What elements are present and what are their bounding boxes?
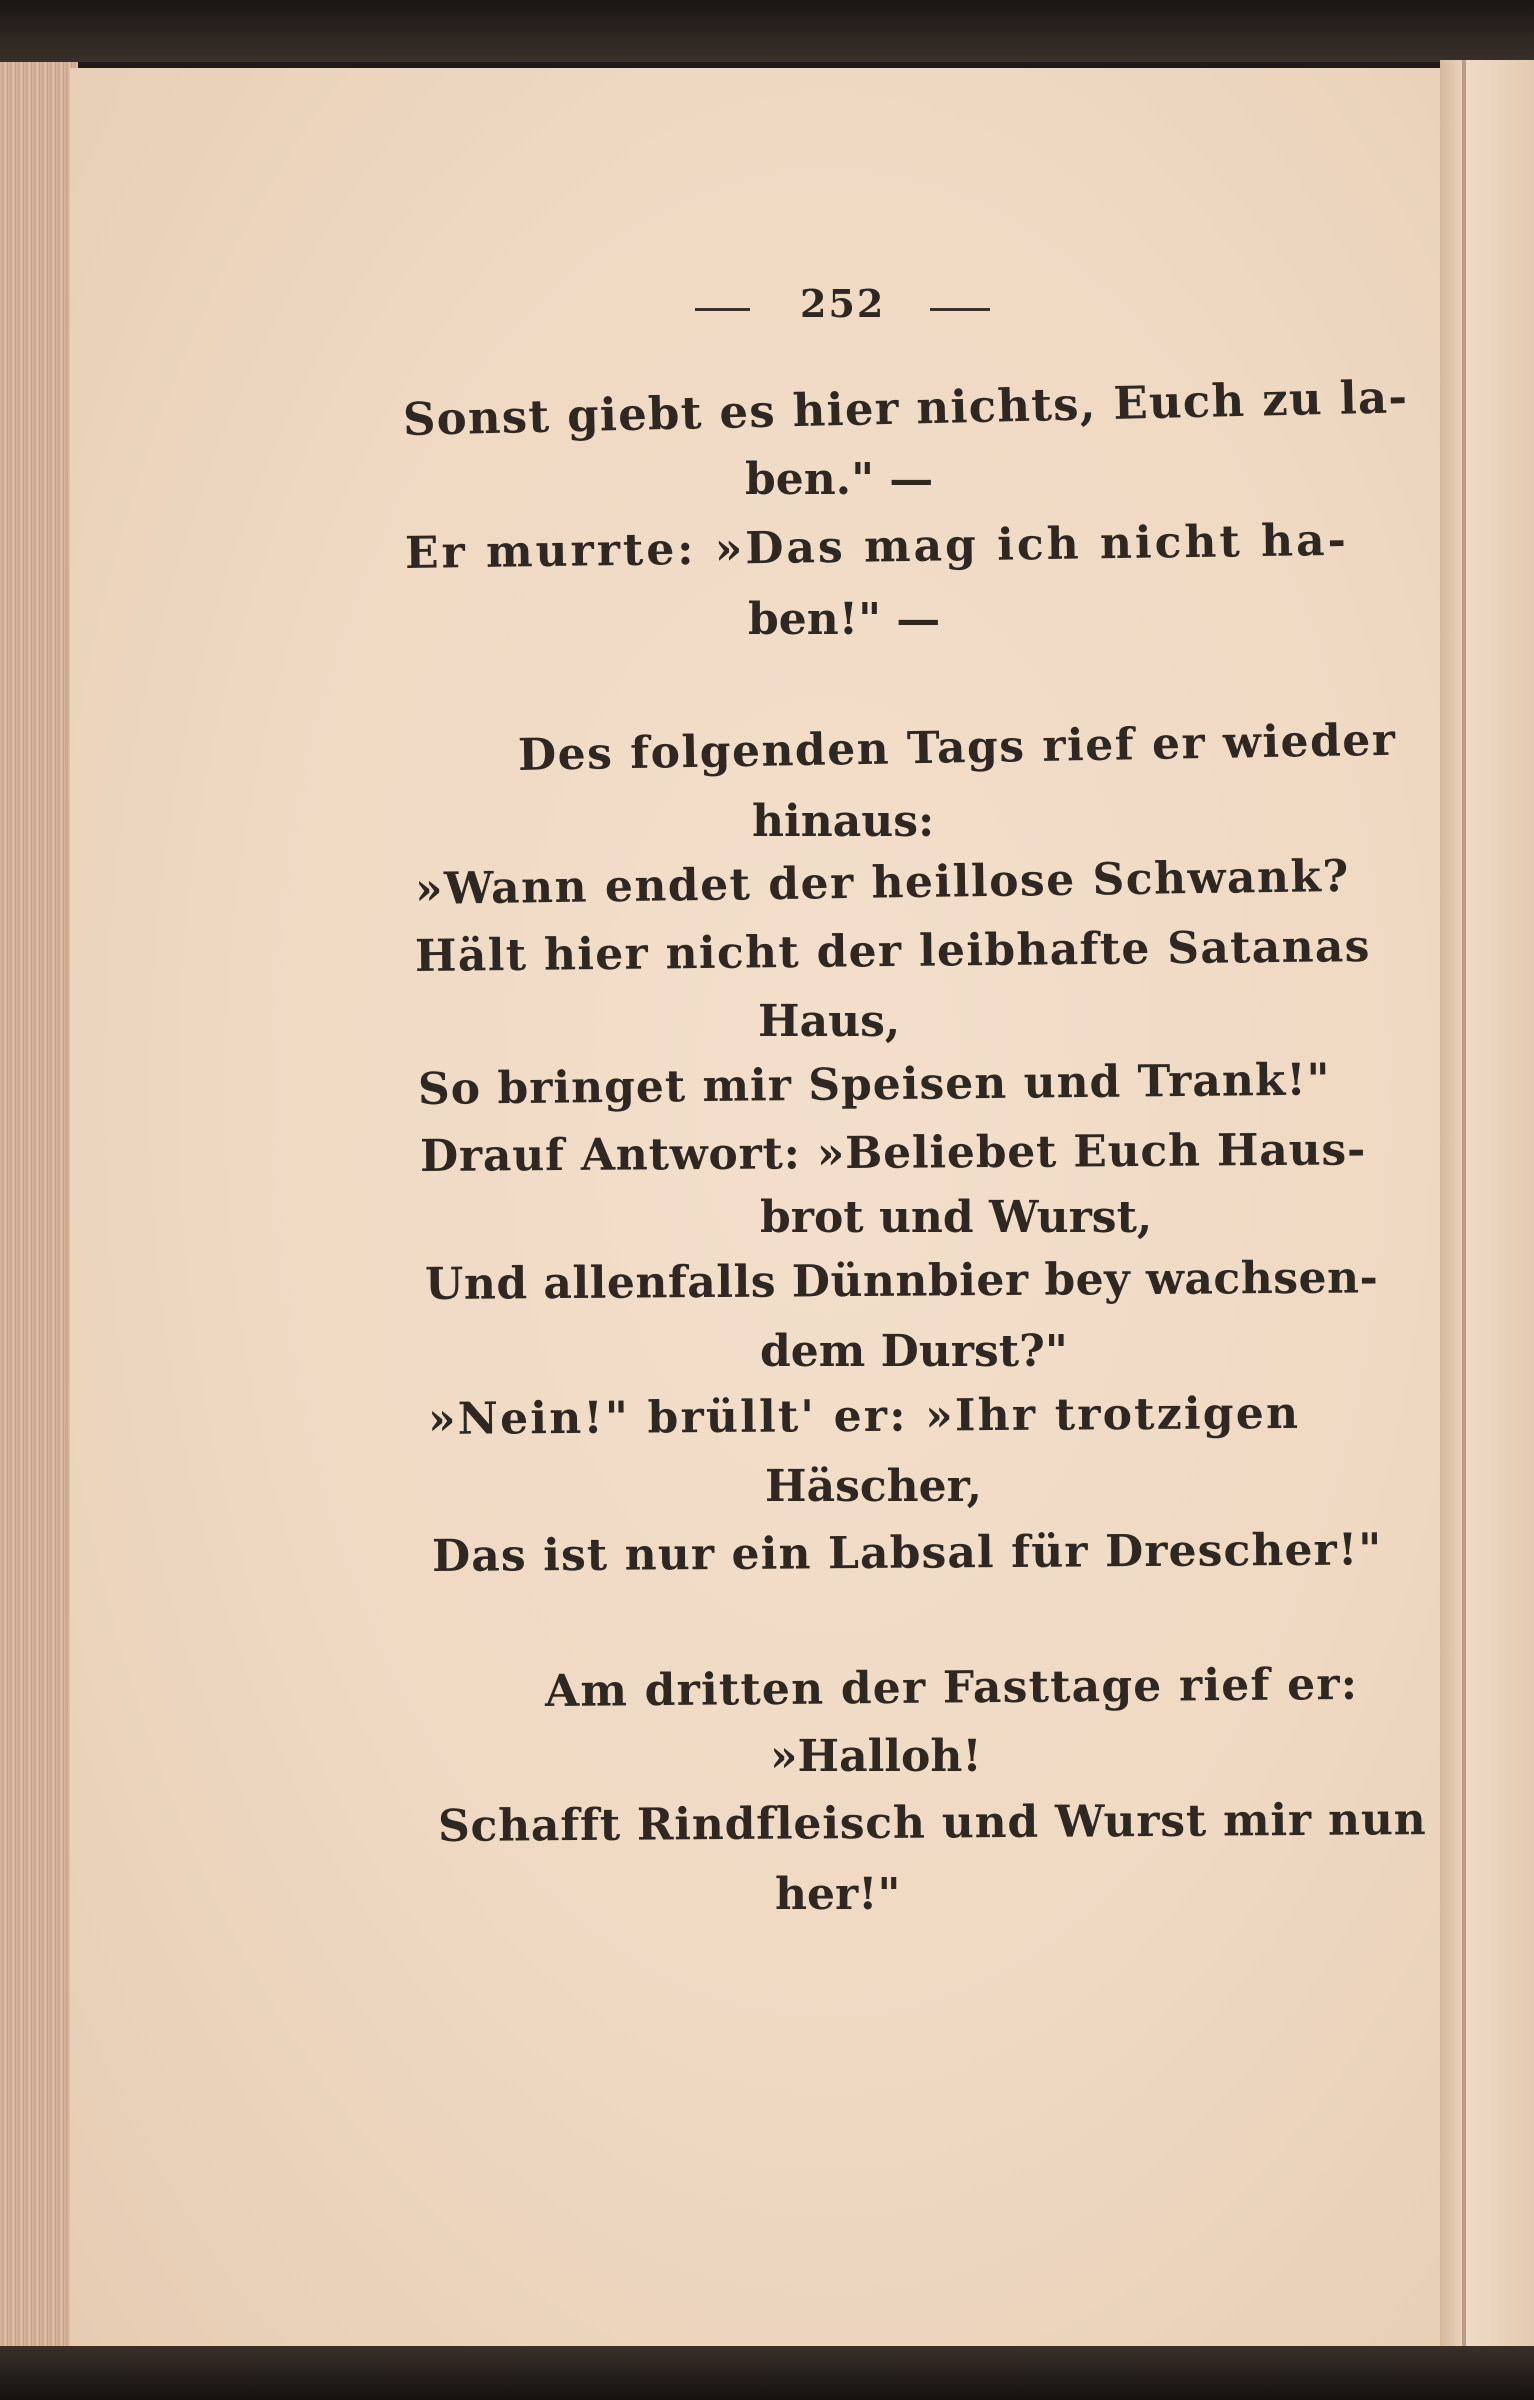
text-line-6: hinaus: xyxy=(752,796,935,847)
text-line-20: Schafft Rindfleisch und Wurst mir nun xyxy=(437,1794,1427,1852)
page-number-dash-right xyxy=(930,308,990,311)
text-line-16: Häscher, xyxy=(765,1461,982,1512)
text-line-13: Und allenfalls Dünnbier bey wachsen- xyxy=(424,1252,1379,1310)
text-line-19: »Halloh! xyxy=(770,1731,982,1782)
text-line-3: Er murrte: »Das mag ich nicht ha- xyxy=(404,514,1350,579)
text-line-12: brot und Wurst, xyxy=(760,1192,1153,1243)
top-binding-edge xyxy=(0,0,1534,62)
page-number: 252 xyxy=(800,281,886,326)
text-line-14: dem Durst?" xyxy=(760,1326,1068,1377)
text-line-10: So bringet mir Speisen und Trank!" xyxy=(417,1054,1331,1115)
page-stack-edge xyxy=(0,62,78,2352)
gutter-fold-line xyxy=(1462,60,1466,2350)
text-line-1: Sonst giebt es hier nichts, Euch zu la- xyxy=(402,370,1409,446)
text-line-21: her!" xyxy=(775,1869,901,1920)
page-number-dash-left xyxy=(695,308,750,311)
text-line-8: Hält hier nicht der leibhafte Satanas xyxy=(414,920,1371,982)
book-gutter xyxy=(1440,60,1534,2350)
text-line-15: »Nein!" brüllt' er: »Ihr trotzigen xyxy=(427,1387,1301,1445)
text-line-18: Am dritten der Fasttage rief er: xyxy=(544,1658,1359,1717)
text-line-7: »Wann endet der heillose Schwank? xyxy=(414,850,1351,915)
text-line-2: ben." — xyxy=(745,454,934,505)
text-line-17: Das ist nur ein Labsal für Drescher!" xyxy=(431,1524,1383,1582)
text-line-5: Des folgenden Tags rief er wieder xyxy=(517,714,1397,781)
bottom-binding-edge xyxy=(0,2346,1534,2400)
text-line-4: ben!" — xyxy=(748,594,941,645)
text-line-11: Drauf Antwort: »Beliebet Euch Haus- xyxy=(419,1124,1367,1182)
text-line-9: Haus, xyxy=(758,996,901,1047)
